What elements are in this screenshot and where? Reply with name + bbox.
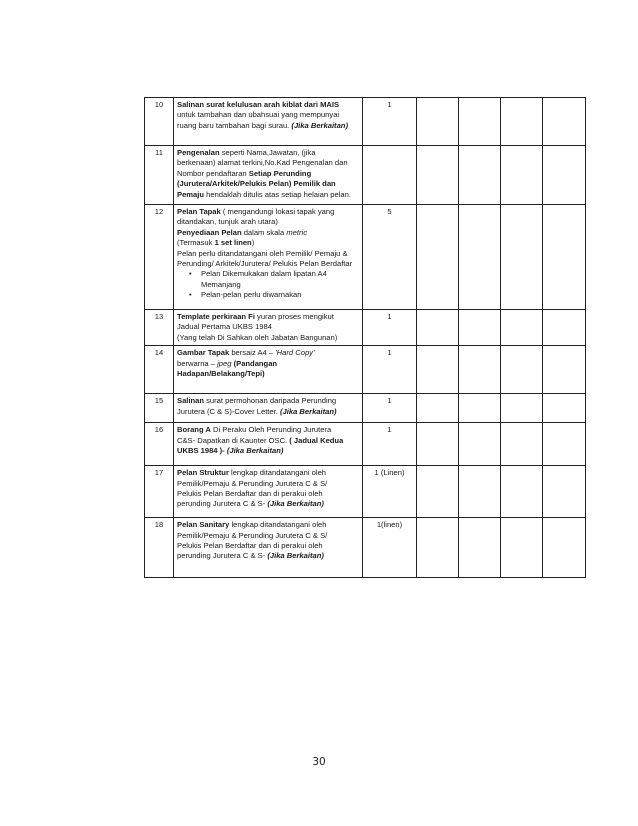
description-text: (Jika Berkaitan)	[226, 446, 284, 456]
checkbox-cell	[417, 394, 459, 423]
item-quantity: 1	[363, 310, 417, 346]
checkbox-cell	[501, 98, 543, 146]
description-text: Borang A	[177, 425, 211, 435]
description-line	[177, 436, 359, 446]
description-line	[177, 190, 359, 200]
table-row	[145, 146, 586, 205]
description-line	[177, 322, 359, 332]
description-text: (Jika Berkaitan)	[291, 120, 348, 130]
description-text: 'Hard Copy'	[275, 348, 315, 358]
bullet-item	[201, 269, 359, 290]
checkbox-cell	[417, 98, 459, 146]
description-line	[177, 249, 359, 259]
description-line	[177, 369, 359, 379]
description-line	[177, 110, 359, 120]
bullet-text: • Pelan-pelan perlu diwarnakan	[201, 290, 302, 300]
item-description	[174, 518, 363, 578]
description-text: berkenaan) alamat terkini,No.Kad Pengenalan dan	[177, 158, 348, 168]
checkbox-cell	[501, 146, 543, 205]
description-text: Template perkiraan Fi	[177, 312, 255, 321]
bullet-item	[201, 290, 359, 300]
description-text: Pengenalan	[177, 148, 220, 157]
checkbox-cell	[501, 346, 543, 394]
description-text: C&S- Dapatkan di Kaunter OSC.	[177, 435, 290, 445]
description-text: perunding Jurutera C & S-	[177, 551, 268, 561]
description-text: Pelan Sanitary	[177, 520, 230, 530]
description-line	[177, 259, 359, 269]
description-text: Pelukis Pelan Berdaftar dan di perakui oleh	[177, 541, 323, 551]
description-line	[177, 121, 359, 131]
checkbox-cell	[459, 518, 501, 578]
description-line	[177, 228, 359, 238]
checkbox-cell	[459, 98, 501, 146]
description-text: yuran proses mengikut	[254, 312, 334, 321]
table-row	[145, 518, 586, 578]
description-line	[177, 100, 359, 110]
checkbox-cell	[459, 394, 501, 423]
checkbox-cell	[501, 423, 543, 466]
checkbox-cell	[417, 310, 459, 346]
page-number: 30	[312, 756, 326, 768]
description-line	[177, 348, 359, 358]
description-line	[177, 238, 359, 248]
description-text: Pelan Struktur	[177, 468, 229, 478]
item-number: 11	[145, 146, 174, 205]
description-text: ruang baru tambahan bagi surau.	[177, 120, 292, 130]
checkbox-cell	[417, 146, 459, 205]
description-text: surat permohonan daripada Perunding	[204, 396, 337, 406]
description-line	[177, 531, 359, 541]
description-text: UKBS 1984 )-	[177, 446, 227, 456]
description-text: Pemaju	[177, 189, 205, 199]
description-text: Nombor pendaftaran	[177, 168, 249, 178]
description-text: (Jika Berkaitan)	[267, 499, 324, 509]
description-text: Pemilik/Pemaju & Perunding Jurutera C & S/	[177, 478, 328, 488]
description-text: ( mengandungi lokasi tapak yang	[220, 207, 335, 216]
table-row	[145, 394, 586, 423]
item-quantity	[363, 146, 417, 205]
checkbox-cell	[459, 346, 501, 394]
description-line	[177, 207, 359, 217]
checkbox-cell	[543, 146, 586, 205]
checklist-body	[145, 98, 586, 578]
checkbox-cell	[543, 98, 586, 146]
description-text: untuk tambahan dan ubahsuai yang mempunyai	[177, 110, 340, 120]
description-line	[177, 489, 359, 499]
description-text: Pelan Tapak	[177, 207, 221, 216]
checklist-table	[144, 97, 586, 578]
description-text: seperti Nama,Jawatan, (jika	[219, 148, 316, 157]
item-quantity: 1	[363, 98, 417, 146]
table-row	[145, 423, 586, 466]
description-text: Pemilik/Pemaju & Perunding Jurutera C & S/	[177, 530, 328, 540]
bullet-text: • Pelan Dikemukakan dalam lipatan A4	[201, 269, 327, 279]
checkbox-cell	[543, 346, 586, 394]
description-line	[177, 499, 359, 509]
item-description	[174, 146, 363, 205]
item-quantity: 1	[363, 394, 417, 423]
description-text: Penyediaan Pelan	[177, 227, 242, 237]
item-number: 18	[145, 518, 174, 578]
table-row	[145, 346, 586, 394]
description-line	[177, 396, 359, 406]
checkbox-cell	[417, 346, 459, 394]
item-description	[174, 394, 363, 423]
description-line	[177, 179, 359, 189]
description-line	[177, 158, 359, 168]
table-row	[145, 98, 586, 146]
checkbox-cell	[501, 310, 543, 346]
checkbox-cell	[417, 423, 459, 466]
item-quantity: 5	[363, 205, 417, 310]
item-quantity: 1(linen)	[363, 518, 417, 578]
description-text: (Jurutera/Arkitek/Pelukis Pelan) Pemilik dan	[177, 179, 336, 189]
checkbox-cell	[501, 394, 543, 423]
item-number: 17	[145, 466, 174, 518]
description-line	[177, 169, 359, 179]
item-description	[174, 310, 363, 346]
description-text: jpeg	[217, 358, 232, 368]
description-text: 1 set linen	[214, 238, 252, 248]
description-text: ( Jadual Kedua	[289, 435, 344, 445]
description-text: (Yang telah Di Sahkan oleh Jabatan Bangunan)	[177, 332, 338, 342]
description-text: Pelan perlu ditandatangani oleh Pemilik/ Pemaju &	[177, 248, 348, 258]
item-number: 12	[145, 205, 174, 310]
description-text: Jurutera (C & S)-Cover Letter.	[177, 406, 280, 416]
description-line	[177, 446, 359, 456]
checkbox-cell	[501, 466, 543, 518]
description-text: berwarna –	[177, 358, 218, 368]
description-text: lengkap ditandatangani oleh	[228, 468, 327, 478]
item-quantity: 1 (Linen)	[363, 466, 417, 518]
description-line	[177, 359, 359, 369]
item-number: 10	[145, 98, 174, 146]
description-text: Di Peraku Oleh Perunding Jurutera	[210, 425, 332, 435]
item-description	[174, 346, 363, 394]
description-text: Setiap Perunding	[248, 168, 312, 178]
description-text: perunding Jurutera C & S-	[177, 499, 268, 509]
checkbox-cell	[543, 423, 586, 466]
checkbox-cell	[543, 310, 586, 346]
description-text: Salinan surat kelulusan arah kiblat dari MAIS	[177, 100, 340, 109]
description-text: Jadual Pertama UKBS 1984	[177, 322, 272, 332]
description-text: (Pandangan	[233, 358, 278, 368]
description-line	[177, 468, 359, 478]
table-row	[145, 205, 586, 310]
bullet-list	[177, 269, 359, 300]
checkbox-cell	[459, 466, 501, 518]
checkbox-cell	[459, 310, 501, 346]
description-text: metric	[286, 227, 307, 237]
item-description	[174, 98, 363, 146]
description-line	[177, 333, 359, 343]
description-text: (Jika Berkaitan)	[267, 551, 324, 561]
item-description	[174, 466, 363, 518]
item-number: 16	[145, 423, 174, 466]
description-text: Pelukis Pelan Berdaftar dan di perakui oleh	[177, 489, 323, 499]
description-text: Salinan	[177, 396, 205, 406]
checkbox-cell	[417, 518, 459, 578]
description-line	[177, 217, 359, 227]
description-line	[177, 541, 359, 551]
description-text: )	[251, 238, 255, 248]
checkbox-cell	[543, 466, 586, 518]
description-text: (Termasuk	[177, 238, 215, 248]
checkbox-cell	[459, 423, 501, 466]
description-text: Hadapan/Belakang/Tepi)	[177, 369, 265, 379]
item-description	[174, 423, 363, 466]
description-line	[177, 479, 359, 489]
item-number: 15	[145, 394, 174, 423]
item-number: 13	[145, 310, 174, 346]
checkbox-cell	[543, 394, 586, 423]
checkbox-cell	[543, 205, 586, 310]
checkbox-cell	[543, 518, 586, 578]
checkbox-cell	[417, 466, 459, 518]
table-row	[145, 466, 586, 518]
description-line	[177, 520, 359, 530]
item-description	[174, 205, 363, 310]
description-text: Gambar Tapak	[177, 348, 230, 358]
description-line	[177, 425, 359, 435]
description-text: bersaiz A4 –	[229, 348, 276, 358]
checkbox-cell	[417, 205, 459, 310]
description-text: dalam skala	[241, 227, 287, 237]
bullet-text: Memanjang	[201, 279, 241, 289]
checkbox-cell	[501, 518, 543, 578]
description-text: Perunding/ Arkitek/Jurutera/ Pelukis Pelan Berdaftar	[177, 259, 353, 269]
checkbox-cell	[459, 146, 501, 205]
description-text: ditandakan, tunjuk arah utara)	[177, 217, 278, 227]
description-text: hendaklah ditulis atas setiap helaian pelan.	[204, 189, 351, 199]
description-line	[177, 407, 359, 417]
item-quantity: 1	[363, 423, 417, 466]
item-quantity: 1	[363, 346, 417, 394]
checkbox-cell	[501, 205, 543, 310]
description-text: lengkap ditandatangani oleh	[229, 520, 327, 530]
item-number: 14	[145, 346, 174, 394]
table-row	[145, 310, 586, 346]
description-line	[177, 148, 359, 158]
description-line	[177, 551, 359, 561]
checkbox-cell	[459, 205, 501, 310]
description-line	[177, 312, 359, 322]
description-text: (Jika Berkaitan)	[279, 406, 337, 416]
